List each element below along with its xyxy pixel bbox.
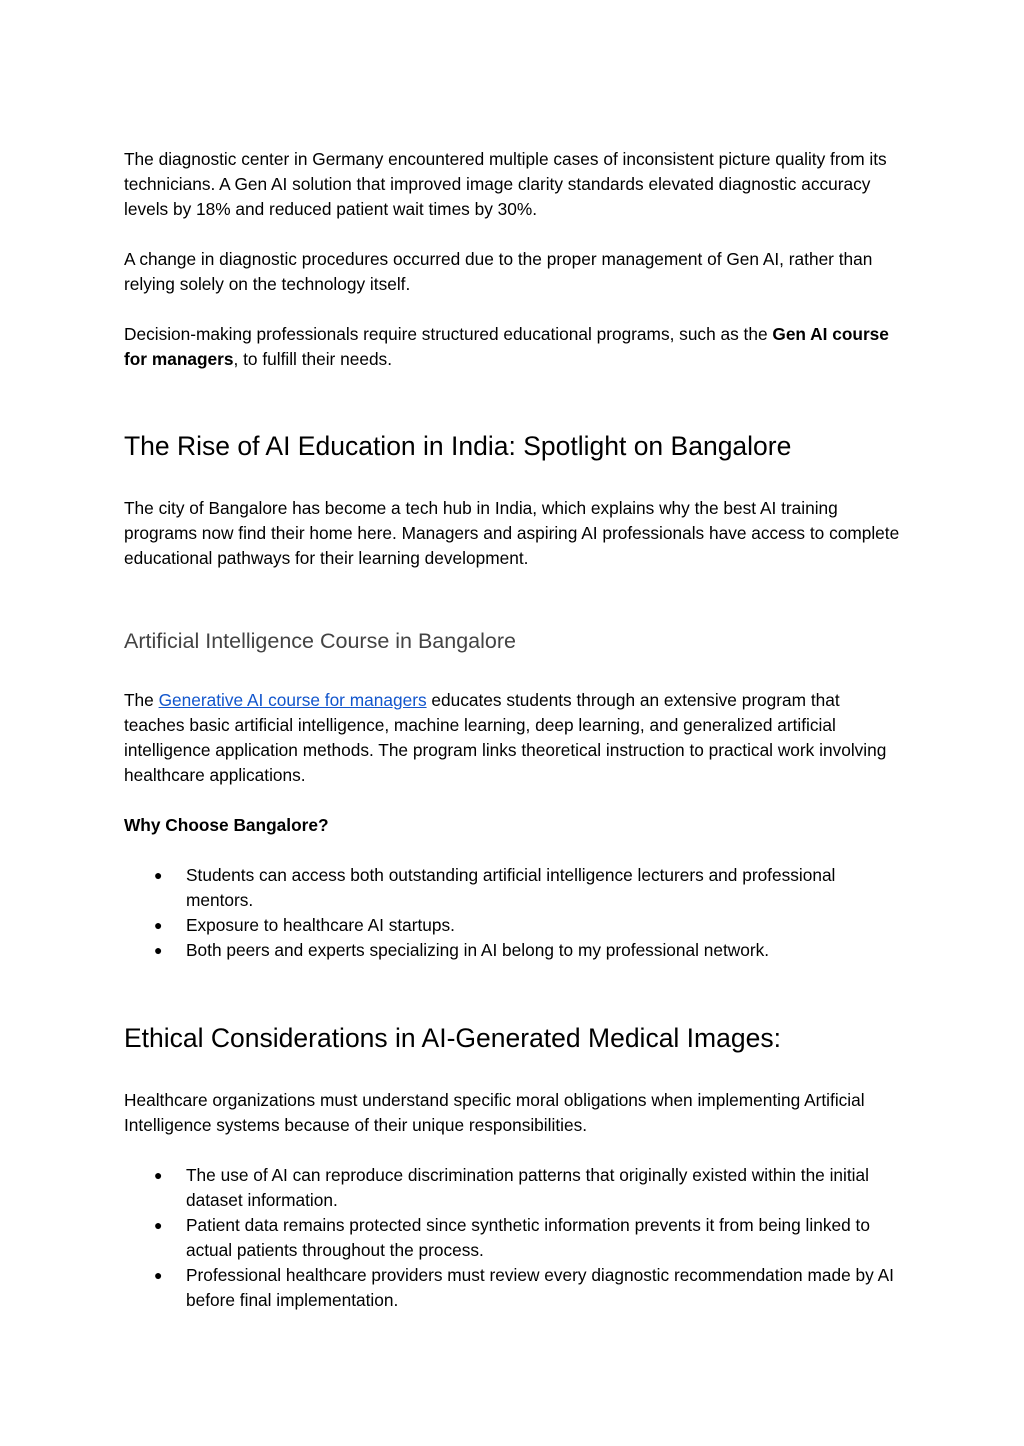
list-item	[124, 1213, 900, 1263]
why-choose-list	[124, 863, 900, 963]
list-item-text: Exposure to healthcare AI startups.	[186, 915, 455, 935]
ethics-list	[124, 1163, 900, 1313]
heading-rise-of-ai-education: The Rise of AI Education in India: Spotlight on Bangalore	[124, 431, 792, 461]
list-item	[124, 1163, 900, 1213]
why-choose-bold: Why Choose Bangalore?	[124, 815, 329, 835]
heading-ethical-considerations: Ethical Considerations in AI-Generated Medical Images:	[124, 1023, 781, 1053]
bullet-icon: ●	[154, 1267, 163, 1283]
list-item-text: Patient data remains protected since synthetic information prevents it from being linked to actual patients throughout the process.	[186, 1215, 870, 1260]
list-item-text: Professional healthcare providers must review every diagnostic recommendation made by AI before final implementation.	[186, 1265, 894, 1310]
list-item-text: Both peers and experts specializing in AI belong to my professional network.	[186, 940, 770, 960]
list-item	[124, 913, 900, 938]
bullet-icon: ●	[154, 1217, 163, 1233]
course-bold-text: Gen AI course for managers	[124, 324, 889, 369]
course-paragraph-start: The	[124, 690, 159, 710]
list-item-text: The use of AI can reproduce discrimination patterns that originally existed within the initial dataset information.	[186, 1165, 869, 1210]
ethics-paragraph: Healthcare organizations must understand specific moral obligations when implementing Artificial Intelligence systems because of their unique responsibilities.	[124, 1090, 865, 1135]
course-paragraph-rest: educates students through an extensive program that teaches basic artificial intelligence, machine learning, deep learning, and generalized artificial intelligence application methods. The program links theoretical instruction to practical work involving healthcare applications.	[124, 690, 887, 785]
bullet-icon: ●	[154, 942, 163, 958]
list-item	[124, 863, 900, 913]
list-item-text: Students can access both outstanding artificial intelligence lecturers and professional mentors.	[186, 865, 836, 910]
bullet-icon: ●	[154, 917, 163, 933]
intro-paragraph-3-end: , to fulfill their needs.	[233, 349, 392, 369]
list-item	[124, 938, 900, 963]
intro-paragraph-1: The diagnostic center in Germany encountered multiple cases of inconsistent picture quality from its technicians. A Gen AI solution that improved image clarity standards elevated diagnostic accuracy levels by 18% and reduced patient wait times by 30%.	[124, 149, 887, 219]
course-paragraph	[124, 688, 900, 788]
bullet-icon: ●	[154, 1167, 163, 1183]
generative-ai-course-link[interactable]: Generative AI course for managers	[158, 690, 427, 710]
intro-paragraph-3	[124, 322, 900, 372]
heading-ai-course-bangalore: Artificial Intelligence Course in Bangalore	[124, 629, 516, 653]
bangalore-paragraph: The city of Bangalore has become a tech hub in India, which explains why the best AI training programs now find their home here. Managers and aspiring AI professionals have access to complete educational pathways for their learning development.	[124, 498, 900, 568]
list-item	[124, 1263, 900, 1313]
intro-paragraph-2: A change in diagnostic procedures occurred due to the proper management of Gen AI, rather than relying solely on the technology itself.	[124, 249, 873, 294]
document-page	[124, 147, 900, 1313]
intro-paragraph-3-text: Decision-making professionals require structured educational programs, such as the	[124, 324, 773, 344]
bullet-icon: ●	[154, 867, 163, 883]
why-choose-heading	[124, 813, 900, 838]
